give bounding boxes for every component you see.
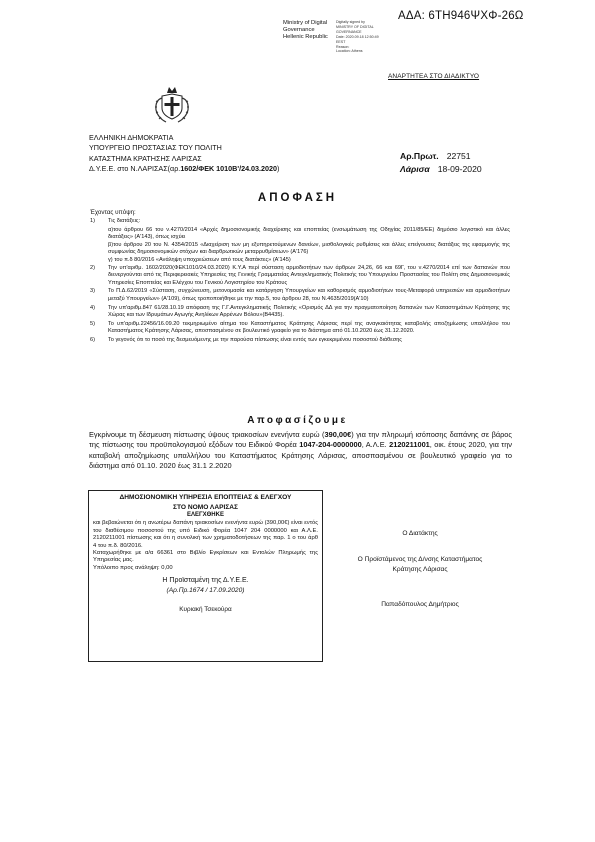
item-number: 2) <box>90 264 95 271</box>
box-signer-name: Κυριακή Τσεκούρα <box>179 606 232 614</box>
consideration-item <box>90 288 510 303</box>
audit-approval-box <box>88 490 323 662</box>
protocol-date <box>400 163 482 176</box>
signer-title-line: Ο Προϊστάμενος της Δ/νσης Καταστήματος <box>357 556 483 563</box>
issuer-fek: 1602/ΦΕΚ 1010Β'/24.03.2020 <box>180 164 278 174</box>
item-text: Την υπ'αριθμ. 1602/2020(ΦΕΚ1010/24.03.2020) Κ.Υ.Α περί σύσταση αρμοδιοτήτων των άρθρων 24,26, 66 και 69Γ, του ν.4270/2014 επί των δαπανών που διενεργούνται από τις Περιφερειακές Υπηρεσίες της Γενικής Γραμματείας Αντεγκληματικής Πολιτικής του Υπουργείου Προστασίας του Πολίτη στις Δημοσιονομικές Υπηρεσίες Εποπτείας και Ελέγχου του Γενικού Λογιστηρίου του Κράτους <box>108 264 510 286</box>
box-paragraph: και βεβαιώνεται ότι η ανωτέρω δαπάνη τριακοσίων ενενήντα ευρώ (390,00€) είναι εντός του διαθέσιμου ποσοστού της υπό Ειδικό Φορέα 1047 204 0000000 και Α.Λ.Ε. 2120211001 πίστωσης και ότι η συνολική των χρηματοδοτήσεων της παρ. 1 ο του άρθ 4 του π.δ. 80/2016. <box>93 520 318 549</box>
consideration-item <box>90 305 510 320</box>
issuer-line: ΥΠΟΥΡΓΕΙΟ ΠΡΟΣΤΑΣΙΑΣ ΤΟΥ ΠΟΛΙΤΗ <box>89 143 222 153</box>
meta-line: Reason: <box>336 44 350 49</box>
issuer-prefix: Δ.Υ.Ε.Ε. στο Ν.ΛΑΡΙΣΑΣ(αρ. <box>89 164 181 174</box>
box-header-line: ΣΤΟ ΝΟΜΟ ΛΑΡΙΣΑΣ <box>173 503 238 511</box>
protocol-number-label: Αρ.Πρωτ. <box>400 151 439 161</box>
protocol-place: Λάρισα <box>400 164 430 174</box>
meta-line: Date: 2020.09.18 12:50:49 <box>336 34 379 39</box>
issuer-block <box>89 133 279 175</box>
decision-part: ) για την πληρωμή ισόποσης δαπάνης σε βάρος της πίστωσης του προϋπολογισμού εξόδων του Ειδικού Φορέα <box>89 430 512 450</box>
consideration-item <box>90 265 510 288</box>
decision-part: , οικ. έτους 2020, για την καταβολή αποζημίωσης υπαλλήλου του Καταστήματος Κράτησης Λάρισας, αποσπασμένου σε βουλευτικό γραφείο για το διάστημα από 01.10. 2020 έως 31.1 2.2020 <box>89 440 512 471</box>
considerations-list <box>90 218 510 346</box>
consideration-subitem: α)του άρθρου 66 του ν.4270/2014 «Αρχές δημοσιονομικής διαχείρισης και εποπτείας (ενσωμάτωση της Οδηγίας 2011/85/ΕΕ) δημόσιο λογιστικό και άλλες διατάξεις» (Α'143), όπως ισχύει <box>108 226 510 241</box>
meta-line: EEST <box>336 39 346 44</box>
ministry-line: Hellenic Republic <box>283 34 328 40</box>
signer-title-line: Κράτησης Λάρισας <box>392 566 448 573</box>
decision-ale-code: 2120211001 <box>389 440 430 450</box>
item-number: 4) <box>90 304 95 311</box>
item-text: Το γεγονός ότι το ποσό της δεσμευόμενης με την παρούσα πίστωσης είναι εντός των εγκεκριμένου ποσοστού διάθεσης <box>108 336 403 343</box>
protocol-block <box>400 150 482 176</box>
decision-budget-code: 1047-204-0000000 <box>299 440 362 450</box>
item-number: 1) <box>90 218 95 224</box>
decision-text <box>89 430 512 472</box>
digital-signature-issuer <box>283 20 328 41</box>
digital-signature-meta <box>336 20 379 54</box>
box-body <box>89 519 322 573</box>
item-number: 6) <box>90 336 95 343</box>
protocol-number <box>400 150 482 163</box>
ministry-line: Ministry of Digital <box>283 20 328 26</box>
meta-line: GOVERNANCE <box>336 29 362 34</box>
posted-online-note: ΑΝΑΡΤΗΤΕΑ ΣΤΟ ΔΙΑΔΙΚΤΥΟ <box>388 73 480 80</box>
consideration-subitem: γ) του π.δ 80/2016 «Ανάληψη υποχρεώσεων από τους διατάκτες» (Α'145) <box>108 256 291 263</box>
protocol-number-value: 22751 <box>446 151 471 161</box>
signer-title <box>325 555 515 575</box>
meta-line: Location: Athens <box>336 49 363 54</box>
checked-label: ΕΛΕΓΧΘΗΚΕ <box>187 512 224 518</box>
decision-part: Εγκρίνουμε τη δέσμευση πίστωσης ύψους τριακοσίων ενενήντα ευρώ ( <box>89 430 325 439</box>
decision-heading: Αποφασίζουμε <box>247 415 348 426</box>
box-signer-title: Η Προϊσταμένη της Δ.Υ.Ε.Ε. <box>162 577 249 585</box>
item-text: Το υπ'αριθμ.22456/16.09.20 τεκμηριωμένο αίτημα του Καταστήματος Κράτησης Λάρισας περί της αναγκαιότητας καταβολής αποζημίωσης υπαλλήλου του Καταστήματος Κράτησης Λάρισας, αποσπασμένου σε βουλευτικό γραφείο για το διάστημα από 01.10.2020 έως 31.12.2020. <box>108 320 510 335</box>
consideration-item <box>90 218 510 226</box>
box-header-line: ΔΗΜΟΣΙΟΝΟΜΙΚΗ ΥΠΗΡΕΣΙΑ ΕΠΟΠΤΕΙΑΣ & ΕΛΕΓΧΟΥ <box>119 494 292 501</box>
item-text: Το Π.Δ.62/2019 «Σύσταση, συγχώνευση, μετονομασία και κατάργηση Υπουργείων και καθορισμός αρμοδιοτήτων τους-Μεταφορά υπηρεσιών και αρμοδιοτήτων μεταξύ Υπουργείων» (Α'109), όπως τροποποιήθηκε με την παρ.5, του άρθρου 28, του Ν.4635/2019(Α'10) <box>108 288 510 302</box>
ada-code: ΑΔΑ: 6ΤΗ946ΨΧΦ-26Ω <box>398 10 524 22</box>
box-reference: (Αρ.Πρ.1674 / 17.09.2020) <box>166 586 245 594</box>
ministry-line: Governance <box>283 27 315 33</box>
box-paragraph: Καταχωρήθηκε με α/α 66361 στο Βιβλίο Εγκρίσεων και Εντολών Πληρωμής της Υπηρεσίας μας. <box>93 550 318 564</box>
issuer-line: ΕΛΛΗΝΙΚΗ ΔΗΜΟΚΡΑΤΙΑ <box>89 133 174 142</box>
item-text: Την υπ'αριθμ.847 61/28.10.19 απόφαση της Γ.Γ.Αντεγκληματικής Πολιτικής «Ορισμός ΔΔ για την πραγματοποίηση δαπανών των Καταστημάτων Κράτησης της Χώρας και των Ιδρυμάτων Αγωγής Ανηλίκων Αρρένων Βόλου»(Β4435). <box>108 304 510 319</box>
meta-line: MINISTRY OF DIGITAL <box>336 24 374 29</box>
box-paragraph: Υπόλοιπο προς ανάληψη: 0,00 <box>93 564 173 571</box>
consideration-item <box>90 321 510 336</box>
consideration-item <box>90 337 510 345</box>
protocol-date-value: 18-09-2020 <box>437 164 482 174</box>
box-header <box>89 493 322 512</box>
item-number: 5) <box>90 320 95 327</box>
document-title: ΑΠΟΦΑΣΗ <box>257 192 338 204</box>
having-considered-label: Έχοντας υπόψη: <box>90 209 136 216</box>
issuer-line: ΚΑΤΑΣΤΗΜΑ ΚΡΑΤΗΣΗΣ ΛΑΡΙΣΑΣ <box>89 153 202 163</box>
signer-role: Ο Διατάκτης <box>402 530 438 537</box>
item-number: 3) <box>90 288 95 295</box>
decision-amount: 390,00€ <box>324 430 352 439</box>
decision-part: , Α.Λ.Ε. <box>361 440 390 450</box>
issuer-line <box>89 164 279 174</box>
issuer-suffix: ) <box>277 164 280 174</box>
signer-name: Παπαδόπουλος Δημήτριος <box>381 601 459 608</box>
item-text: Τις διατάξεις: <box>108 218 141 224</box>
meta-line: Digitally signed by <box>336 20 365 24</box>
coat-of-arms-icon <box>154 82 190 124</box>
consideration-subitem: β)του άρθρου 20 του Ν. 4354/2015 «Διαχείριση των μη εξυπηρετούμενων δανείων, μισθολογικές ρυθμίσεις και άλλες επείγουσες διατάξεις της εφαρμογής της συμφωνίας δημοσιονομικών στόχων και διαρθρωτικών μεταρρυθμίσεων» (Α'176) <box>108 241 510 256</box>
